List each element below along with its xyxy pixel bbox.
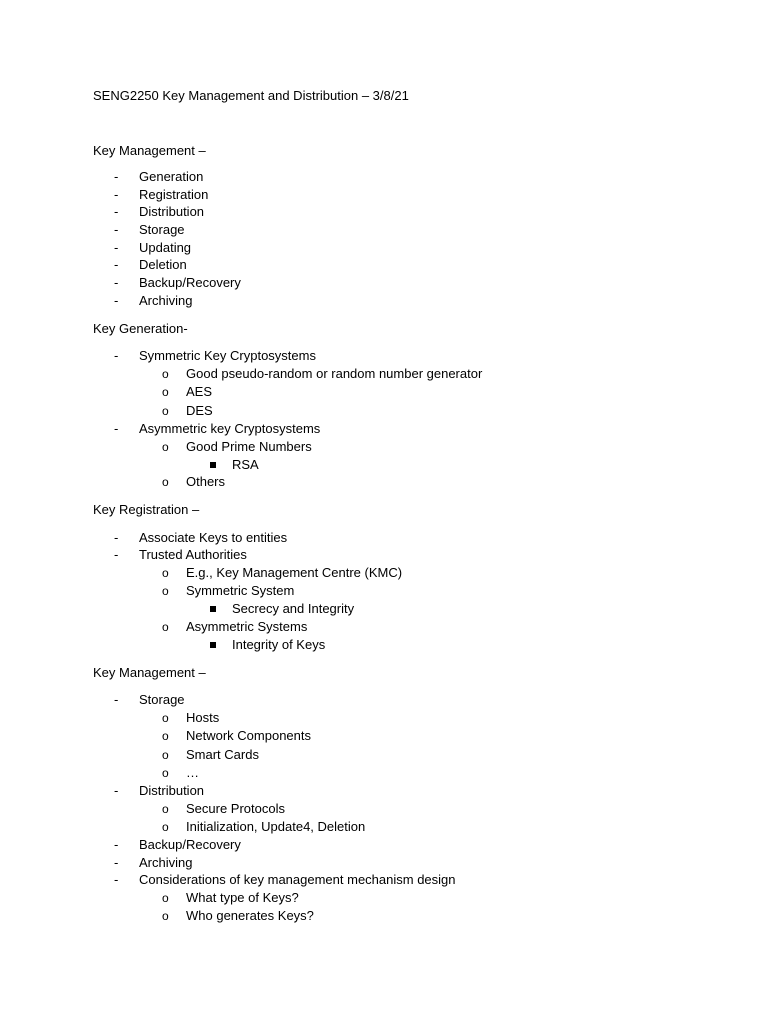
square-bullet: [210, 606, 216, 612]
list-item: Considerations of key management mechanism design: [139, 872, 456, 887]
list-subitem: Secure Protocols: [186, 801, 285, 816]
list-subitem: E.g., Key Management Centre (KMC): [186, 565, 403, 580]
list-item: Deletion: [139, 257, 187, 272]
list-subitem: …: [186, 765, 199, 780]
circle-bullet: o: [162, 766, 169, 780]
list-subsubitem: Secrecy and Integrity: [232, 601, 355, 616]
list-subitem: What type of Keys?: [186, 890, 299, 905]
section-heading: Key Management –: [93, 143, 206, 158]
dash-bullet: -: [114, 421, 119, 436]
list-item: Archiving: [139, 855, 193, 870]
list-subitem: Others: [186, 474, 226, 489]
dash-bullet: -: [114, 692, 119, 707]
dash-bullet: -: [114, 187, 119, 202]
circle-bullet: o: [162, 566, 169, 580]
dash-bullet: -: [114, 855, 119, 870]
dash-bullet: -: [114, 169, 119, 184]
list-subitem: Who generates Keys?: [186, 908, 314, 923]
list-item: Symmetric Key Cryptosystems: [139, 348, 316, 363]
list-subitem: Good pseudo-random or random number generator: [186, 366, 483, 381]
list-subsubitem: RSA: [232, 457, 259, 472]
list-subitem: Hosts: [186, 710, 220, 725]
list-item: Asymmetric key Cryptosystems: [139, 421, 321, 436]
list-item: Distribution: [139, 204, 205, 219]
circle-bullet: o: [162, 820, 169, 834]
document-title: SENG2250 Key Management and Distribution – 3/8/21: [93, 88, 409, 103]
circle-bullet: o: [162, 440, 169, 454]
dash-bullet: -: [114, 240, 119, 255]
circle-bullet: o: [162, 891, 169, 905]
circle-bullet: o: [162, 385, 169, 399]
list-subitem: Initialization, Update4, Deletion: [186, 819, 366, 834]
list-item: Archiving: [139, 293, 193, 308]
section-heading: Key Generation-: [93, 321, 188, 336]
list-subitem: Network Components: [186, 728, 311, 743]
section-heading: Key Registration –: [93, 502, 200, 517]
circle-bullet: o: [162, 404, 169, 418]
list-item: Backup/Recovery: [139, 275, 241, 290]
dash-bullet: -: [114, 257, 119, 272]
list-item: Storage: [139, 222, 185, 237]
dash-bullet: -: [114, 783, 119, 798]
square-bullet: [210, 462, 216, 468]
square-bullet: [210, 642, 216, 648]
list-item: Backup/Recovery: [139, 837, 241, 852]
circle-bullet: o: [162, 748, 169, 762]
dash-bullet: -: [114, 204, 119, 219]
list-item: Storage: [139, 692, 185, 707]
dash-bullet: -: [114, 275, 119, 290]
list-item: Generation: [139, 169, 204, 184]
circle-bullet: o: [162, 729, 169, 743]
circle-bullet: o: [162, 620, 169, 634]
dash-bullet: -: [114, 547, 119, 562]
list-subitem: AES: [186, 384, 213, 399]
dash-bullet: -: [114, 530, 119, 545]
list-subsubitem: Integrity of Keys: [232, 637, 326, 652]
list-item: Associate Keys to entities: [139, 530, 288, 545]
circle-bullet: o: [162, 584, 169, 598]
list-subitem: DES: [186, 403, 213, 418]
circle-bullet: o: [162, 475, 169, 489]
circle-bullet: o: [162, 909, 169, 923]
section-heading: Key Management –: [93, 665, 206, 680]
list-subitem: Smart Cards: [186, 747, 259, 762]
list-item: Updating: [139, 240, 192, 255]
circle-bullet: o: [162, 711, 169, 725]
dash-bullet: -: [114, 872, 119, 887]
list-subitem: Asymmetric Systems: [186, 619, 308, 634]
list-item: Registration: [139, 187, 209, 202]
list-subitem: Symmetric System: [186, 583, 295, 598]
dash-bullet: -: [114, 348, 119, 363]
list-subitem: Good Prime Numbers: [186, 439, 312, 454]
circle-bullet: o: [162, 367, 169, 381]
dash-bullet: -: [114, 293, 119, 308]
dash-bullet: -: [114, 222, 119, 237]
dash-bullet: -: [114, 837, 119, 852]
list-item: Distribution: [139, 783, 205, 798]
circle-bullet: o: [162, 802, 169, 816]
list-item: Trusted Authorities: [139, 547, 247, 562]
